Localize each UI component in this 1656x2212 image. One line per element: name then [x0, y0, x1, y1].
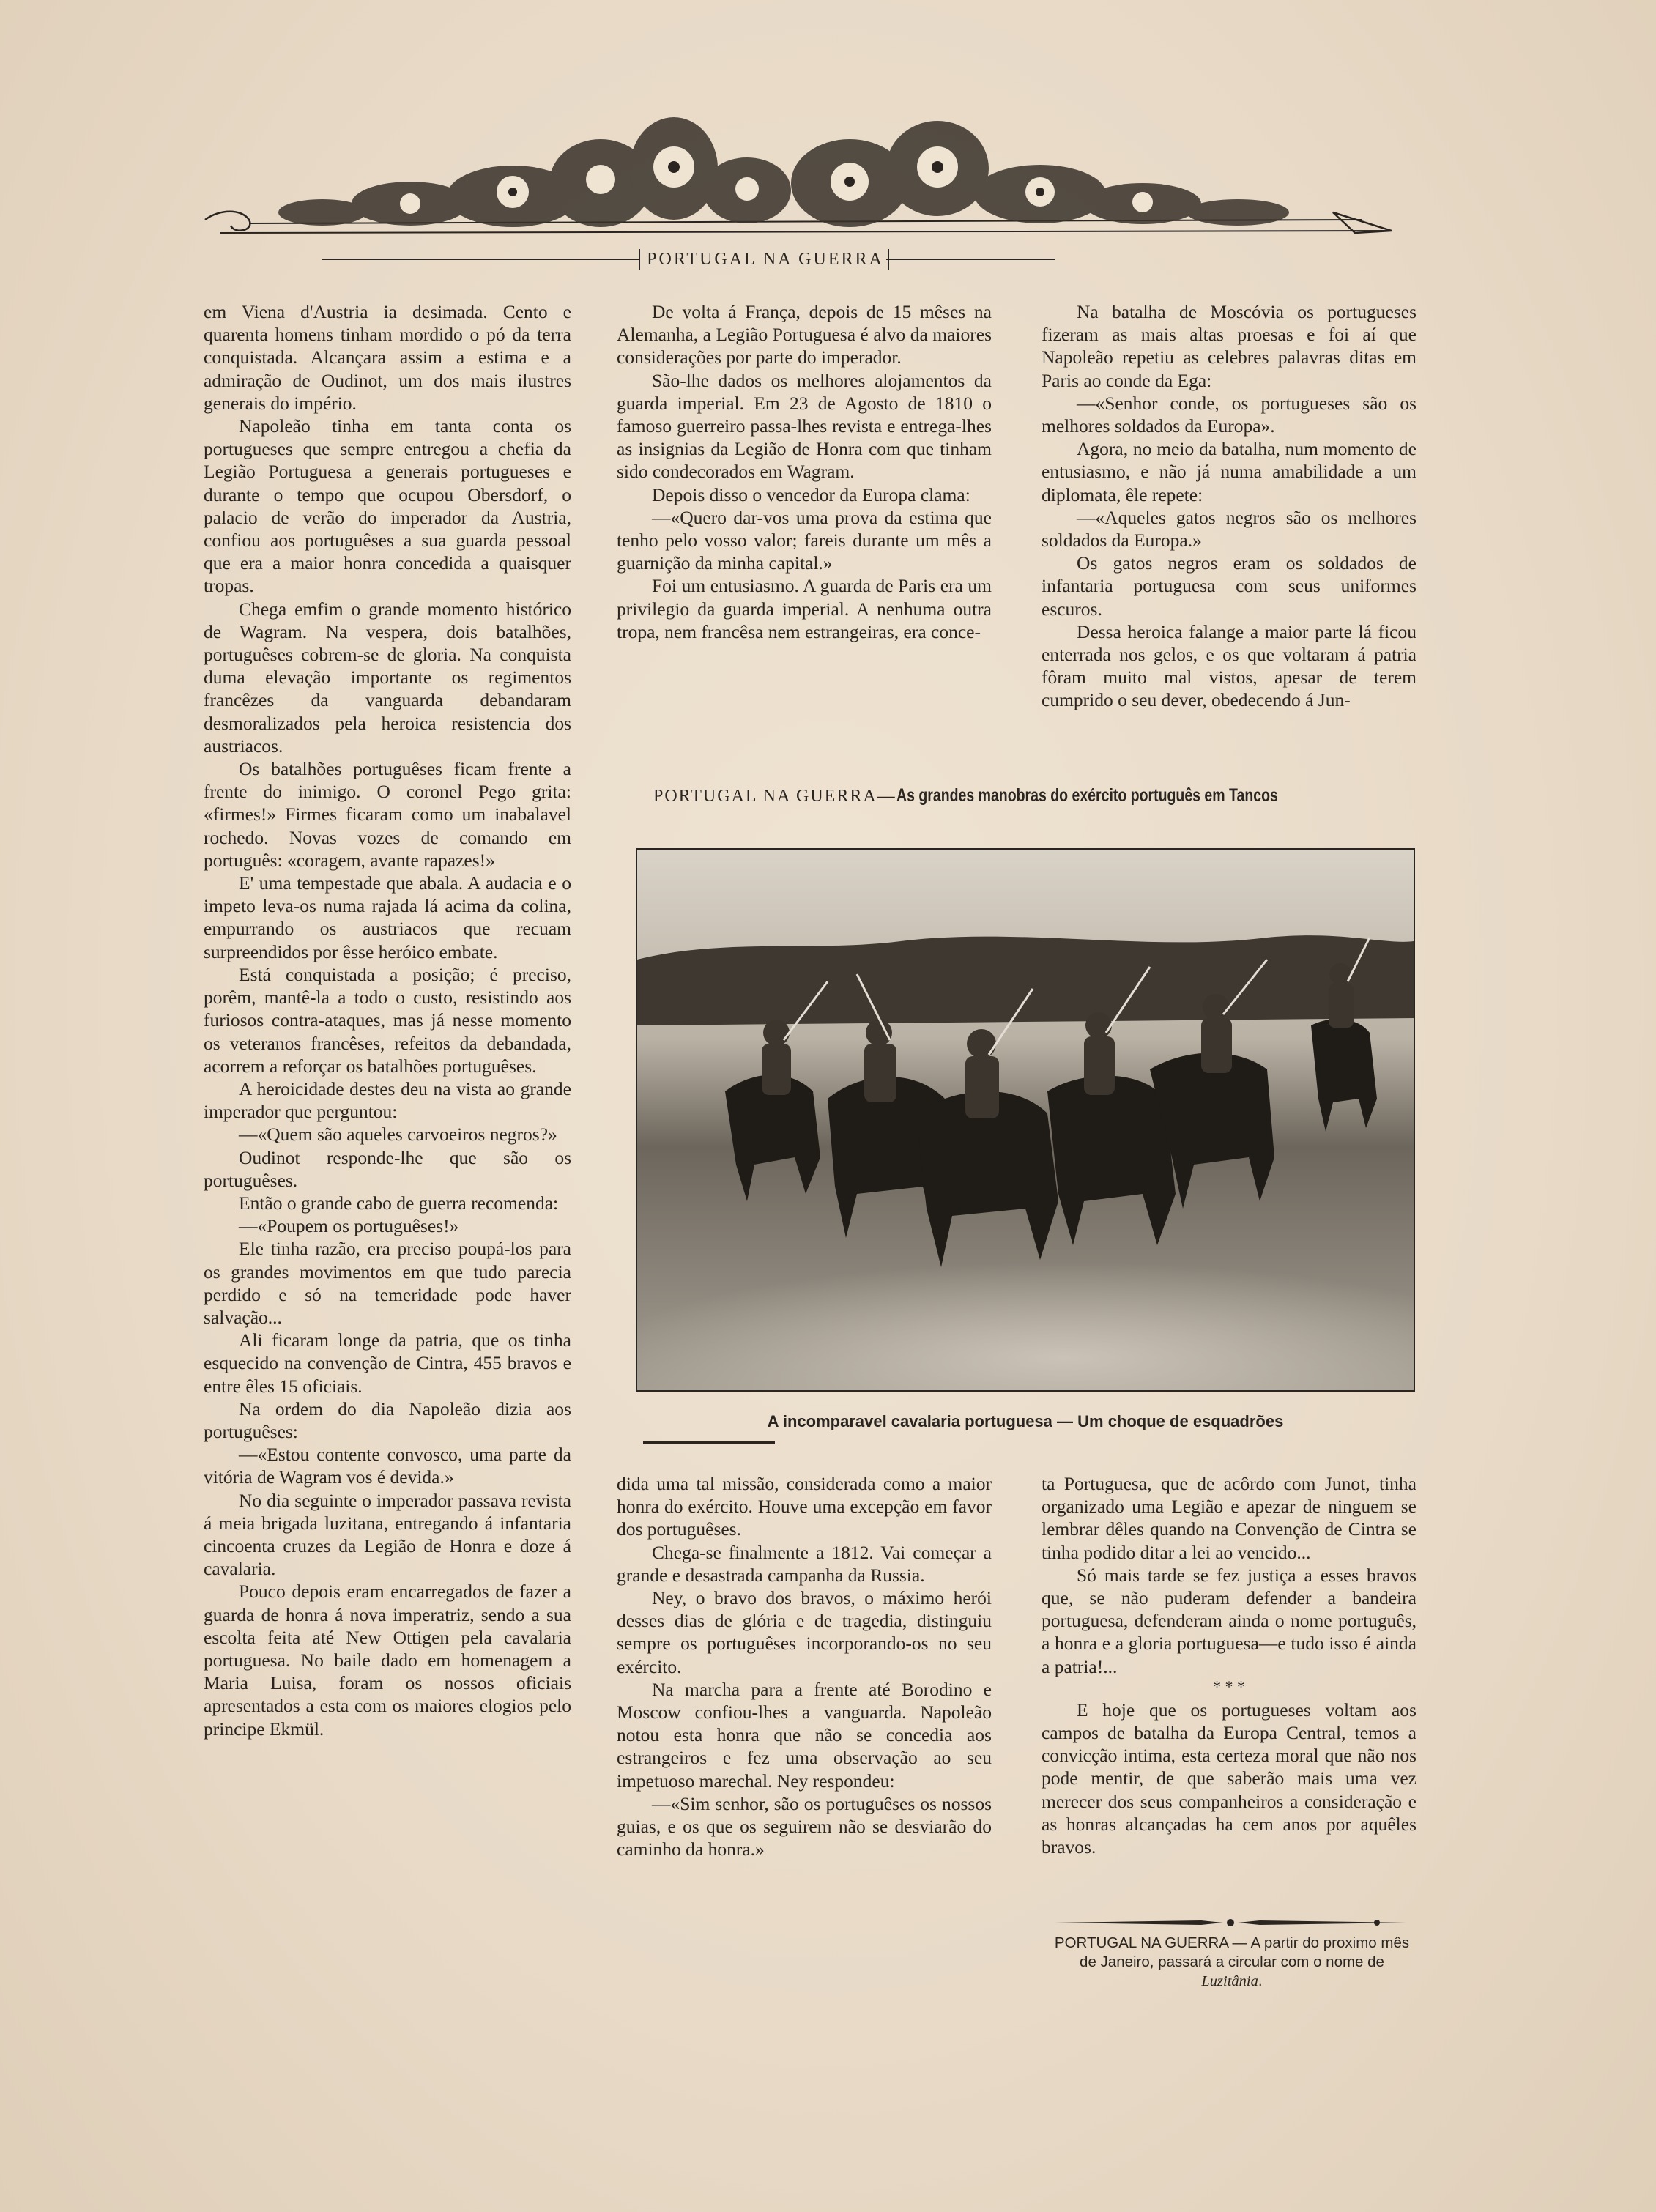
paragraph: em Viena d'Austria ia desimada. Cento e quarenta homens tinham mordido o pó da terra conquistada. Alcançara assim a estima e a admiração de Oudinot, um dos mais ilustres generais do império. [204, 301, 571, 414]
article-column-3 [1042, 300, 1416, 712]
paragraph: Só mais tarde se fez justiça a esses bravos que, se não puderam defender a bandeira portuguesa, defenderam ainda o nome português, a honra e a gloria portuguesa—e tudo isso é ainda a patria!... [1042, 1564, 1416, 1677]
paragraph: No dia seguinte o imperador passava revista á meia brigada luzitana, entregando á infantaria cincoenta cruzes da Legião de Honra e doze á cavalaria. [204, 1489, 571, 1580]
quote: —«Quem são aqueles carvoeiros negros?» [239, 1124, 557, 1146]
article-column-4 [617, 1472, 992, 1860]
cavalry-charge-image [637, 850, 1414, 1390]
article-column-5 [1042, 1472, 1416, 1858]
paragraph: dida uma tal missão, considerada como a maior honra do exército. Houve uma excepção em favor dos portuguêses. [617, 1473, 992, 1540]
paragraph: ta Portuguesa, que de acôrdo com Junot, tinha organizado uma Legião e apezar de ninguem se lembrar dêles quando na Convenção de Cintra se tinha podido ditar a lei ao vencido... [1042, 1473, 1416, 1563]
paragraph: Na batalha de Moscóvia os portugueses fizeram as mais altas proesas e foi aí que Napoleão repetiu as celebres palavras ditas em Paris ao conde da Ega: [1042, 301, 1416, 391]
paragraph: Pouco depois eram encarregados de fazer a guarda de honra á nova imperatriz, sendo a sua escolta feita até New Ottigen pela cavalaria portuguesa. No baile dado em homenagem a Maria Luisa, foram os nossos oficiais apresentados a esta com os maiores elogios pelo principe Ekmül. [204, 1581, 571, 1740]
running-head-rule-right [886, 259, 1055, 260]
paragraph: Dessa heroica falange a maior parte lá ficou enterrada nos gelos, e os que voltaram á patria fôram muito mal vistos, apesar de terem cumprido o seu dever, obedecendo á Jun- [1042, 620, 1416, 711]
running-head [322, 246, 1055, 272]
notice-end: . [1258, 1972, 1263, 1989]
paragraph: Os batalhões portuguêses ficam frente a frente do inimigo. O coronel Pego grita: «firmes!» Firmes ficaram como um inabalavel rochedo. Novas vozes de comando em português: «coragem, avante rapazes!» [204, 758, 571, 871]
paragraph: E' uma tempestade que abala. A audacia e o impeto leva-os numa rajada lá acima da colina, empurrando os austriacos que recuam surpreendidos por êsse heróico embate. [204, 872, 571, 962]
photo-caption-top [653, 784, 1430, 808]
paragraph: Ney, o bravo dos bravos, o máximo herói desses dias de glória e de tragedia, distinguiu sempre os portuguêses incorporando-os no seu exército. [617, 1587, 992, 1677]
quote: —«Aqueles gatos negros são os melhores soldados da Europa.» [1042, 506, 1416, 552]
running-head-rule-left [322, 259, 639, 260]
paragraph: Está conquistada a posição; é preciso, porêm, mantê-la a todo o custo, resistindo aos furiosos contra-ataques, mas já nesse momento os veteranos francêses, refeitos da debandada, acorrem a reforçar os batalhões portuguêses. [204, 963, 571, 1077]
paragraph: Chega-se finalmente a 1812. Vai começar a grande e desastrada campanha da Russia. [617, 1541, 992, 1586]
notice-new-name: Luzitânia [1201, 1973, 1258, 1989]
paragraph: Chega emfim o grande momento histórico de Wagram. Na vespera, dois batalhões, portuguêses cobrem-se de gloria. Na conquista duma elevação importante os regimentos francêzes da vanguarda debandaram desmoralizados pela heroica resistencia dos austriacos. [204, 598, 571, 757]
quote: —«Senhor conde, os portugueses são os melhores soldados da Europa». [1042, 392, 1416, 437]
publication-notice [1049, 1934, 1415, 1991]
paragraph: Os gatos negros eram os soldados de infantaria portuguesa com seus uniformes escuros. [1042, 552, 1416, 620]
paragraph: De volta á França, depois de 15 mêses na Alemanha, a Legião Portuguesa é alvo da maiores considerações por parte do imperador. [617, 301, 992, 368]
article-column-1 [204, 300, 571, 1740]
paragraph: A heroicidade destes deu na vista ao grande imperador que perguntou: [204, 1077, 571, 1123]
floral-ornament-header [190, 110, 1392, 260]
paragraph: Ali ficaram longe da patria, que os tinha esquecido na convenção de Cintra, 455 bravos e entre êles 15 oficiais. [204, 1329, 571, 1397]
notice-text: PORTUGAL NA GUERRA — A partir do proximo mês de Janeiro, passará a circular com o nome de [1054, 1934, 1410, 1970]
article-column-2 [617, 300, 992, 643]
photo-caption-prefix: PORTUGAL NA GUERRA— [653, 787, 896, 806]
running-head-title: PORTUGAL NA GUERRA [647, 250, 884, 269]
paragraph: Depois disso o vencedor da Europa clama: [652, 483, 970, 505]
paragraph: São-lhe dados os melhores alojamentos da guarda imperial. Em 23 de Agosto de 1810 o famoso guerreiro passa-lhes revista e entrega-lhes as insignias da Legião de Honra com que tinham sido condecorados em Wagram. [617, 369, 992, 483]
caption-rule [643, 1441, 775, 1444]
paragraph: E hoje que os portugueses voltam aos campos de batalha da Europa Central, temos a convicção intima, esta certeza moral que não nos pode mentir, de que saberão mais uma vez merecer dos seus companheiros a consideração e as honras alcançadas ha cem anos por aquêles bravos. [1042, 1699, 1416, 1858]
paragraph: Então o grande cabo de guerra recomenda: [239, 1192, 559, 1214]
ornamental-divider [1055, 1917, 1406, 1929]
photo-caption-title: As grandes manobras do exército português em Tancos [896, 785, 1278, 806]
quote: —«Poupem os portuguêses!» [239, 1215, 459, 1237]
paragraph: Napoleão tinha em tanta conta os portugueses que sempre entregou a chefia da Legião Portuguesa a generais portugueses e durante o tempo que ocupou Obersdorf, o palacio de verão do imperador da Austria, confiou aos portuguêses a sua guarda pessoal que era a maior honra concedida a quaisquer tropas. [204, 415, 571, 597]
quote: —«Sim senhor, são os portuguêses os nossos guias, e os que os seguirem não se desviarão do caminho da honra.» [617, 1792, 992, 1860]
running-head-tick-left [639, 249, 640, 270]
photo-caption-bottom: A incomparavel cavalaria portuguesa — Um choque de esquadrões [767, 1412, 1284, 1430]
paragraph: Oudinot responde-lhe que são os portuguêses. [204, 1146, 571, 1191]
quote: —«Estou contente convosco, uma parte da vitória de Wagram vos é devida.» [204, 1444, 571, 1488]
paragraph: Na ordem do dia Napoleão dizia aos portuguêses: [204, 1398, 571, 1442]
cavalry-photograph [636, 848, 1415, 1392]
paragraph: Foi um entusiasmo. A guarda de Paris era um privilegio da guarda imperial. A nenhuma outra tropa, nem francêsa nem estrangeiras, era conce- [617, 575, 992, 642]
paragraph: Agora, no meio da batalha, num momento de entusiasmo, e não já numa amabilidade a um diplomata, êle repete: [1042, 438, 1416, 505]
paragraph: Ele tinha razão, era preciso poupá-los para os grandes movimentos em que tudo parecia perdido e só na temeridade pode haver salvação... [204, 1238, 571, 1328]
section-break-stars: * * * [1213, 1677, 1245, 1696]
quote: —«Quero dar-vos uma prova da estima que tenho pelo vosso valor; fareis durante um mês a guarnição da minha capital.» [617, 506, 992, 574]
paragraph: Na marcha para a frente até Borodino e Moscow confiou-lhes a vanguarda. Napoleão notou esta honra que não se concedia aos estrangeiros e fez uma observação ao seu impetuoso marechal. Ney respondeu: [617, 1678, 992, 1792]
